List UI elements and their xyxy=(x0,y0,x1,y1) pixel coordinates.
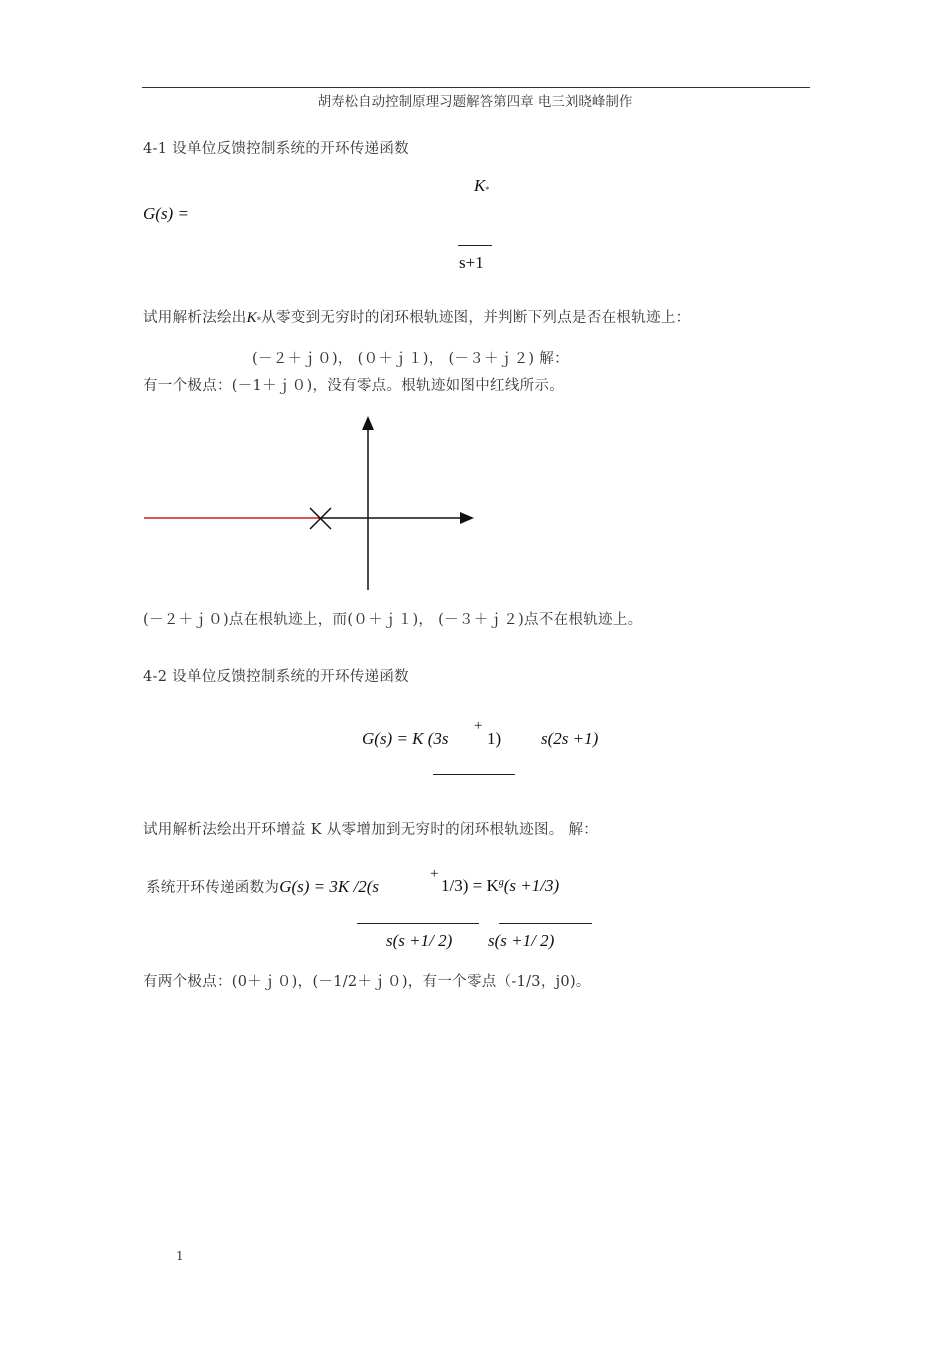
question-k: K xyxy=(246,310,257,326)
question-suffix: 从零变到无穷时的闭环根轨迹图，并判断下列点是否在根轨迹上： xyxy=(261,310,691,326)
problem-4-1-title: 4-1 设单位反馈控制系统的开环传递函数 xyxy=(143,141,409,157)
formula-4-1-lhs: G(s) = xyxy=(143,204,189,223)
page-number: 1 xyxy=(176,1249,184,1263)
question-prefix: 试用解析法绘出 xyxy=(143,310,247,326)
system-formula-prefix: 系统开环传递函数为 xyxy=(146,880,280,896)
formula-4-2-lhs: G(s) = K (3s xyxy=(362,729,449,748)
system-formula-after-plus: 1/3) = K xyxy=(441,876,499,895)
numerator-star: * xyxy=(485,185,490,194)
imag-axis-arrow xyxy=(362,416,374,430)
answer-4-2: 有两个极点：(0＋ｊ０)，(－1/2＋ｊ０)，有一个零点（-1/3，j0)。 xyxy=(143,974,591,990)
problem-4-2-title: 4-2 设单位反馈控制系统的开环传递函数 xyxy=(143,669,409,685)
formula-4-2-denominator: s(2s +1) xyxy=(541,729,599,748)
system-denominator-1: s(s +1/ 2) xyxy=(386,931,453,950)
system-denominator-2: s(s +1/ 2) xyxy=(488,931,555,950)
system-formula xyxy=(146,876,379,897)
question-4-2: 试用解析法绘出开环增益 K 从零增加到无穷时的闭环根轨迹图。 解： xyxy=(143,822,599,838)
formula-4-1-denominator: s+1 xyxy=(459,253,484,272)
page-header: 胡寿松自动控制原理习题解答第四章 电三刘晓峰制作 xyxy=(317,94,633,110)
conclusion-4-1: (－２＋ｊ０)点在根轨迹上，而(０＋ｊ１)， (－３＋ｊ２)点不在根轨迹上。 xyxy=(143,612,643,628)
fraction-bar-4-2 xyxy=(433,774,515,775)
answer-4-1-poles: 有一个极点：(－1＋ｊ０)，没有零点。根轨迹如图中红线所示。 xyxy=(143,378,565,394)
system-formula-sup: g xyxy=(498,877,504,888)
system-formula-tail: (s +1/3) xyxy=(503,876,560,895)
system-formula-rhs xyxy=(441,876,559,896)
fraction-bar-sys-1 xyxy=(357,923,479,924)
system-formula-lhs: G(s) = 3K /2(s xyxy=(279,877,379,896)
system-formula-plus: + xyxy=(430,866,439,882)
points-list: (－２＋ｊ０)， (０＋ｊ１)， (－３＋ｊ２) 解： xyxy=(252,351,569,367)
numerator-k: K xyxy=(474,176,486,195)
question-star: * xyxy=(256,316,262,325)
formula-4-2-after-plus: 1) xyxy=(487,729,502,748)
real-axis-arrow xyxy=(460,512,474,524)
formula-4-2-plus: + xyxy=(474,718,483,734)
fraction-bar-sys-2 xyxy=(499,923,592,924)
